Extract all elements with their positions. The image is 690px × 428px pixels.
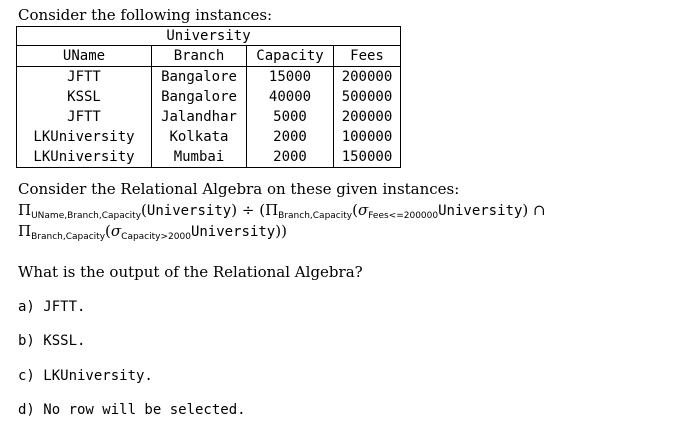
division-symbol: ÷	[241, 201, 255, 219]
table-cell: Jalandhar	[152, 107, 247, 127]
table-cell: JFTT	[17, 107, 152, 127]
open-paren: (	[352, 201, 358, 219]
table-cell: 40000	[247, 87, 334, 107]
table-cell: LKUniversity	[17, 127, 152, 147]
column-header: Fees	[334, 46, 401, 67]
table-cell: 150000	[334, 147, 401, 168]
table-header-row	[17, 46, 401, 67]
option-c[interactable]: c) LKUniversity.	[18, 368, 153, 384]
table-cell: JFTT	[17, 67, 152, 88]
column-header: Branch	[152, 46, 247, 67]
open-paren: (	[105, 222, 111, 240]
projection-symbol: Π	[18, 222, 32, 240]
column-header: Capacity	[247, 46, 334, 67]
selection-symbol: σ	[110, 222, 122, 240]
close-parens: ))	[275, 222, 287, 240]
intersection-symbol: ∩	[533, 201, 546, 219]
table-row	[17, 67, 401, 88]
algebra-intro-text: Consider the Relational Algebra on these given instances:	[18, 180, 460, 198]
table-row	[17, 87, 401, 107]
table-cell: 2000	[247, 127, 334, 147]
table-cell: KSSL	[17, 87, 152, 107]
open-paren: (	[259, 201, 266, 219]
relation-name: University	[146, 203, 232, 219]
option-d[interactable]: d) No row will be selected.	[18, 402, 246, 418]
option-b[interactable]: b) KSSL.	[18, 333, 86, 349]
projection-attributes: Branch,Capacity	[278, 211, 353, 221]
table-cell: 2000	[247, 147, 334, 168]
relation-name: University	[190, 224, 276, 240]
table-cell: Bangalore	[152, 67, 247, 88]
table-cell: 5000	[247, 107, 334, 127]
column-header: UName	[17, 46, 152, 67]
table-row	[17, 147, 401, 168]
projection-attributes: UName,Branch,Capacity	[31, 211, 142, 221]
algebra-expression-line-1	[18, 201, 546, 220]
table-title-row	[17, 27, 401, 46]
intro-text: Consider the following instances:	[18, 6, 273, 24]
projection-symbol: Π	[18, 201, 32, 219]
close-paren: )	[522, 201, 529, 219]
relation-name: University	[438, 203, 523, 219]
table-row	[17, 127, 401, 147]
table-cell: 500000	[334, 87, 401, 107]
table-cell: Bangalore	[152, 87, 247, 107]
table-cell: LKUniversity	[17, 147, 152, 168]
selection-condition: Fees<=200000	[368, 211, 439, 221]
table-cell: 15000	[247, 67, 334, 88]
university-table	[16, 26, 401, 168]
projection-symbol: Π	[265, 201, 279, 219]
projection-attributes: Branch,Capacity	[31, 232, 106, 242]
close-paren: )	[231, 201, 238, 219]
selection-condition: Capacity>2000	[121, 232, 191, 242]
relation-name: University	[17, 27, 401, 46]
table-cell: Kolkata	[152, 127, 247, 147]
table-cell: 200000	[334, 107, 401, 127]
open-paren: (	[141, 201, 147, 219]
option-a[interactable]: a) JFTT.	[18, 299, 86, 315]
table-row	[17, 107, 401, 127]
table-cell: 100000	[334, 127, 401, 147]
question-text: What is the output of the Relational Algebra?	[18, 263, 363, 281]
algebra-expression-line-2	[18, 222, 287, 241]
selection-symbol: σ	[357, 201, 369, 219]
table-cell: 200000	[334, 67, 401, 88]
table-cell: Mumbai	[152, 147, 247, 168]
